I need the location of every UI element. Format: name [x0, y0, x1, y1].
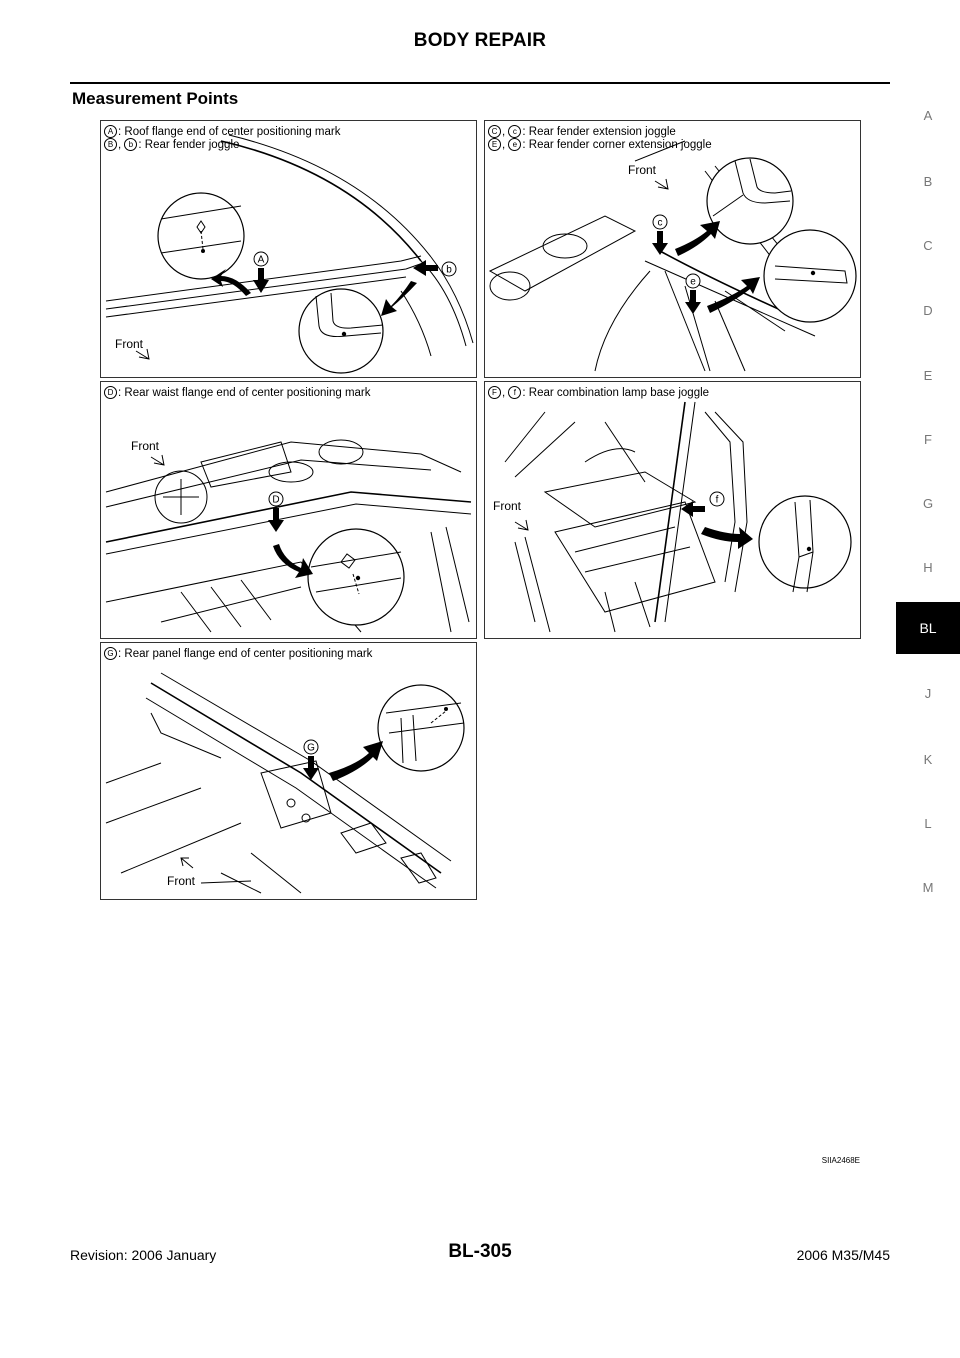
marker-label: c	[657, 217, 663, 229]
side-index-letter[interactable]: F	[924, 432, 932, 447]
header-rule	[70, 82, 890, 84]
side-index-letter[interactable]: B	[923, 174, 933, 189]
footer-page-number: BL-305	[448, 1241, 512, 1262]
marker-label: D	[272, 494, 280, 506]
panel-caption: F , f : Rear combination lamp base joggle	[488, 386, 709, 399]
side-index-letter[interactable]: H	[923, 560, 933, 575]
marker-label: A	[257, 254, 265, 266]
figure-panel-rear-panel-flange	[100, 642, 477, 900]
ref-circle: A	[104, 125, 117, 138]
caption-text: : Rear fender joggle	[138, 139, 240, 151]
rear-fender-extension-illustration	[485, 121, 860, 377]
panel-caption: A : Roof flange end of center positioning mark B , b : Rear fender joggle	[104, 125, 340, 151]
ref-circle: C	[488, 125, 501, 138]
front-label: Front	[167, 874, 196, 888]
caption-text: : Roof flange end of center positioning mark	[118, 126, 341, 138]
side-index-letter[interactable]: E	[923, 368, 933, 383]
side-index-letter[interactable]: D	[923, 303, 933, 318]
side-index-letter[interactable]: J	[924, 686, 932, 701]
side-index-letter[interactable]: G	[922, 496, 934, 511]
panel-caption: C , c : Rear fender extension joggle E , e : Rear fender corner extension joggle	[488, 125, 712, 151]
caption-text: : Rear fender corner extension joggle	[522, 139, 712, 151]
ref-circle: b	[124, 138, 137, 151]
marker-label: b	[446, 264, 452, 276]
figure-panel-rear-waist-flange	[100, 381, 477, 639]
side-index-letter[interactable]: K	[923, 752, 933, 767]
ref-circle: c	[508, 125, 521, 138]
marker-label: e	[690, 276, 696, 288]
page-header-title: BODY REPAIR	[413, 30, 547, 51]
ref-circle: G	[104, 647, 117, 660]
ref-circle: f	[508, 386, 521, 399]
ref-circle: B	[104, 138, 117, 151]
caption-text: : Rear fender extension joggle	[522, 126, 676, 138]
ref-circle: D	[104, 386, 117, 399]
front-label: Front	[493, 499, 522, 513]
front-label: Front	[131, 439, 160, 453]
front-label: Front	[115, 337, 144, 351]
figure-code: SIIA2468E	[821, 1156, 860, 1165]
marker-label: G	[307, 742, 315, 754]
front-label: Front	[628, 163, 657, 177]
panel-caption	[104, 386, 371, 399]
section-title: Measurement Points	[72, 89, 239, 108]
figure-panel-rear-fender-extension	[484, 120, 861, 378]
side-index-letter[interactable]: L	[924, 816, 932, 831]
ref-circle: F	[488, 386, 501, 399]
side-index-letter[interactable]: C	[923, 238, 933, 253]
ref-circle: e	[508, 138, 521, 151]
figure-panel-rear-combination-lamp	[484, 381, 861, 639]
marker-label: f	[715, 494, 719, 506]
side-index-letter[interactable]: A	[923, 108, 933, 123]
panel-caption	[104, 647, 372, 660]
ref-circle: E	[488, 138, 501, 151]
roof-flange-illustration	[101, 121, 476, 377]
caption-text: : Rear panel flange end of center positioning mark	[118, 648, 373, 660]
caption-text: : Rear combination lamp base joggle	[522, 387, 710, 399]
rear-waist-flange-illustration	[101, 382, 476, 638]
footer-revision: Revision: 2006 January	[70, 1247, 217, 1263]
side-index-tab-active[interactable]: BL	[896, 602, 960, 654]
rear-combination-lamp-illustration	[485, 382, 860, 638]
rear-panel-flange-illustration	[101, 643, 476, 899]
figure-panel-roof-flange	[100, 120, 477, 378]
footer-model: 2006 M35/M45	[796, 1247, 890, 1263]
caption-text: : Rear waist flange end of center positioning mark	[118, 387, 371, 399]
side-index-letter[interactable]: M	[922, 880, 934, 895]
